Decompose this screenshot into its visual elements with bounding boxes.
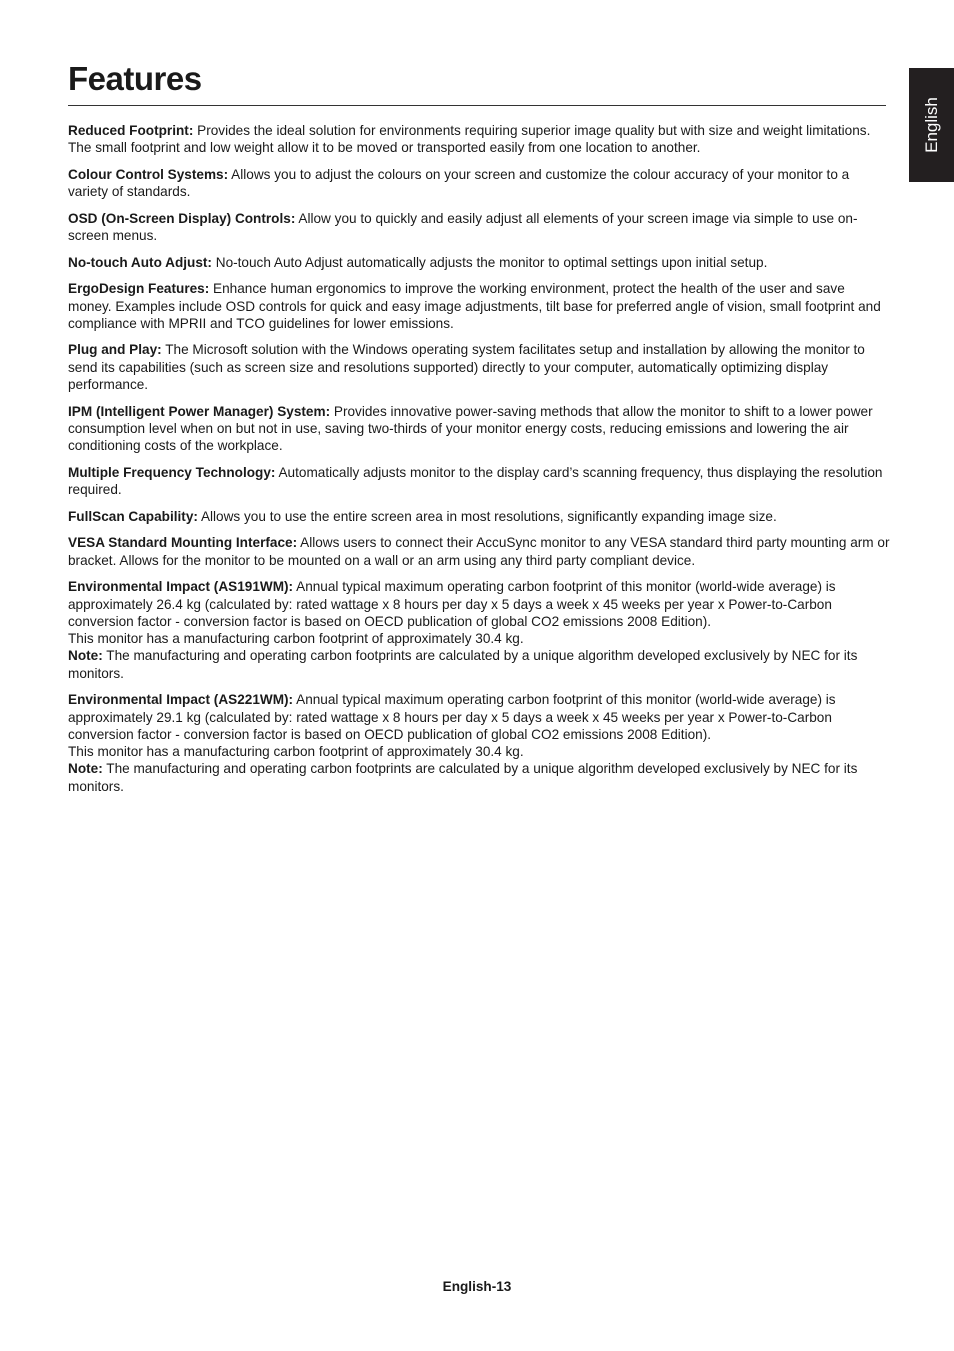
feature-item bbox=[68, 166, 890, 201]
feature-description: Annual typical maximum operating carbon footprint of this monitor (world-wide average) is approximately 29.1 kg (calculated by: rated wattage x 8 hours per day x 5 days a week x 45 weeks per year x Power-to-Carbon conversion factor - conversion factor is based on OECD publication of global CO2 emissions 2008 Edition). bbox=[68, 692, 836, 742]
feature-description: Provides innovative power-saving methods that allow the monitor to shift to a lower power consumption level when on but not in use, saving two-thirds of your monitor energy costs, reducing emissions and lowering the air conditioning costs of the workplace. bbox=[68, 403, 873, 454]
feature-term: FullScan Capability: bbox=[68, 508, 198, 524]
feature-item bbox=[68, 122, 890, 157]
feature-item bbox=[68, 691, 890, 795]
feature-item bbox=[68, 578, 890, 682]
feature-description: Automatically adjusts monitor to the display card’s scanning frequency, thus displaying the resolution required. bbox=[68, 464, 883, 498]
feature-description: The Microsoft solution with the Windows operating system facilitates setup and installation by allowing the monitor to send its capabilities (such as screen size and resolutions supported) directly to your computer, automatically optimizing display performance. bbox=[68, 342, 865, 393]
feature-extra-line: This monitor has a manufacturing carbon footprint of approximately 30.4 kg. bbox=[68, 631, 524, 647]
feature-description: Allows you to adjust the colours on your screen and customize the colour accuracy of your monitor to a variety of standards. bbox=[68, 166, 850, 200]
features-list bbox=[68, 122, 890, 804]
note-text: The manufacturing and operating carbon footprints are calculated by a unique algorithm developed exclusively by NEC for its monitors. bbox=[68, 648, 858, 681]
feature-note bbox=[68, 647, 890, 682]
feature-item bbox=[68, 210, 890, 245]
feature-item bbox=[68, 508, 890, 525]
feature-term: Multiple Frequency Technology: bbox=[68, 464, 276, 480]
feature-description: No-touch Auto Adjust automatically adjusts the monitor to optimal settings upon initial setup. bbox=[215, 254, 768, 270]
note-label: Note: bbox=[68, 761, 103, 777]
feature-term: Colour Control Systems: bbox=[68, 166, 229, 182]
feature-term: Environmental Impact (AS221WM): bbox=[68, 692, 294, 708]
feature-term: No-touch Auto Adjust: bbox=[68, 254, 212, 270]
feature-term: Environmental Impact (AS191WM): bbox=[68, 579, 294, 595]
feature-item bbox=[68, 534, 890, 569]
feature-description: Allows you to use the entire screen area in most resolutions, significantly expanding image size. bbox=[200, 508, 777, 524]
feature-note bbox=[68, 760, 890, 795]
page-number: English-13 bbox=[442, 1279, 512, 1294]
language-tab bbox=[909, 68, 954, 182]
feature-term: ErgoDesign Features: bbox=[68, 281, 210, 297]
feature-description: Provides the ideal solution for environments requiring superior image quality but with size and weight limitations. The small footprint and low weight allow it to be moved or transported easily from one location to another. bbox=[68, 123, 871, 156]
feature-description: Allow you to quickly and easily adjust all elements of your screen image via simple to use on-screen menus. bbox=[68, 210, 858, 244]
feature-term: Plug and Play: bbox=[68, 342, 162, 358]
feature-extra-line: This monitor has a manufacturing carbon footprint of approximately 30.4 kg. bbox=[68, 744, 524, 760]
feature-item bbox=[68, 403, 890, 455]
title-divider bbox=[68, 105, 886, 106]
feature-item bbox=[68, 464, 890, 499]
language-tab-label: English bbox=[921, 97, 941, 153]
feature-description: Annual typical maximum operating carbon footprint of this monitor (world-wide average) is approximately 26.4 kg (calculated by: rated wattage x 8 hours per day x 5 days a week x 45 weeks per year x Power-to-Carbon conversion factor - conversion factor is based on OECD publication of global CO2 emissions 2008 Edition). bbox=[68, 579, 836, 629]
note-label: Note: bbox=[68, 648, 103, 664]
page-title: Features bbox=[68, 60, 202, 97]
feature-item bbox=[68, 254, 890, 271]
feature-item bbox=[68, 280, 890, 332]
feature-description: Allows users to connect their AccuSync monitor to any VESA standard third party mounting arm or bracket. Allows for the monitor to be mounted on a wall or an arm using any third party compliant device. bbox=[68, 535, 890, 568]
feature-item bbox=[68, 341, 890, 393]
feature-term: Reduced Footprint: bbox=[68, 123, 194, 138]
feature-term: VESA Standard Mounting Interface: bbox=[68, 535, 298, 551]
note-text: The manufacturing and operating carbon footprints are calculated by a unique algorithm developed exclusively by NEC for its monitors. bbox=[68, 761, 858, 794]
feature-description: Enhance human ergonomics to improve the working environment, protect the health of the user and save money. Examples include OSD controls for quick and easy image adjustments, tilt base for preferred angle of vision, small footprint and compliance with MPRII and TCO guidelines for lower emissions. bbox=[68, 281, 881, 331]
feature-term: OSD (On-Screen Display) Controls: bbox=[68, 210, 296, 226]
feature-term: IPM (Intelligent Power Manager) System: bbox=[68, 403, 331, 419]
